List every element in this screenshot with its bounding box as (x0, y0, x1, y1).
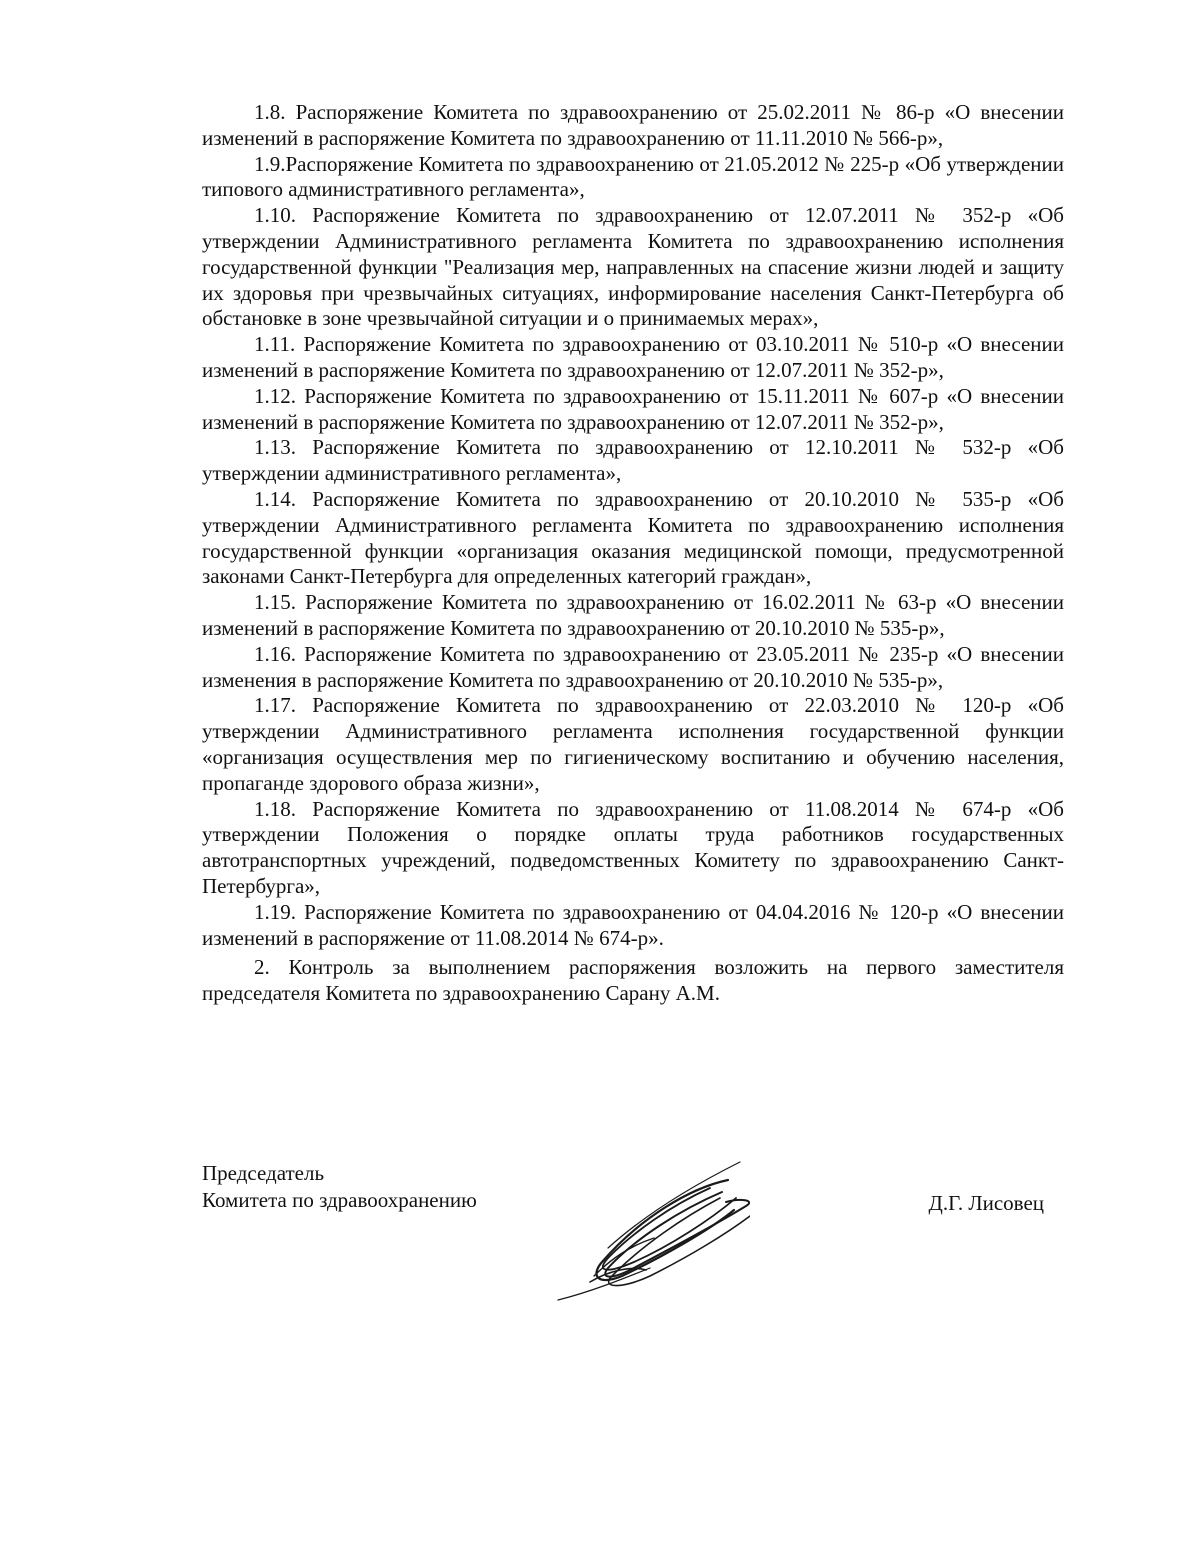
signatory-title (202, 1160, 477, 1214)
document-body (202, 100, 1064, 1007)
list-item-1-17: 1.17. Распоряжение Комитета по здравоохранению от 22.03.2010 № 120-р «Об утверждении Административного регламента исполнения государственной функции «организация осуществления мер по гигиеническому воспитанию и обучению населения, пропаганде здорового образа жизни», (202, 693, 1064, 795)
signatory-title-line-2: Комитета по здравоохранению (202, 1188, 477, 1212)
list-item-1-16: 1.16. Распоряжение Комитета по здравоохранению от 23.05.2011 № 235-р «О внесении изменения в распоряжение Комитета по здравоохранению от 20.10.2010 № 535-р», (202, 641, 1064, 692)
control-clause: 2. Контроль за выполнением распоряжения возложить на первого заместителя председателя Комитета по здравоохранению Сарану А.М. (202, 955, 1064, 1006)
list-item-1-8: 1.8. Распоряжение Комитета по здравоохранению от 25.02.2011 № 86-р «О внесении изменений в распоряжение Комитета по здравоохранению от 11.11.2010 № 566-р», (202, 100, 1064, 150)
signatory-title-line-1: Председатель (202, 1161, 325, 1185)
signatory-name: Д.Г. Лисовец (928, 1191, 1044, 1215)
list-item-1-19: 1.19. Распоряжение Комитета по здравоохранению от 04.04.2016 № 120-р «О внесении изменений в распоряжение от 11.08.2014 № 674-р». (202, 899, 1064, 950)
list-item-1-14: 1.14. Распоряжение Комитета по здравоохранению от 20.10.2010 № 535-р «Об утверждении Административного регламента Комитета по здравоохранению исполнения государственной функции «организация оказания медицинской помощи, предусмотренной законами Санкт-Петербурга для определенных категорий граждан», (202, 486, 1064, 589)
list-item-1-18: 1.18. Распоряжение Комитета по здравоохранению от 11.08.2014 № 674-р «Об утверждении Положения о порядке оплаты труда работников государственных автотранспортных учреждений, подведомственных Комитету по здравоохранению Санкт-Петербурга», (202, 796, 1064, 898)
list-item-1-12: 1.12. Распоряжение Комитета по здравоохранению от 15.11.2011 № 607-р «О внесении изменений в распоряжение Комитета по здравоохранению от 12.07.2011 № 352-р», (202, 383, 1064, 434)
list-item-1-13: 1.13. Распоряжение Комитета по здравоохранению от 12.10.2011 № 532-р «Об утверждении административного регламента», (202, 435, 1064, 486)
list-item-1-10: 1.10. Распоряжение Комитета по здравоохранению от 12.07.2011 № 352-р «Об утверждении Административного регламента Комитета по здравоохранению исполнения государственной функции "Реализация мер, направленных на спасение жизни людей и защиту их здоровья при чрезвычайных ситуациях, информирование населения Санкт-Петербурга об обстановке в зоне чрезвычайной ситуации и о принимаемых мерах», (202, 203, 1064, 331)
handwritten-signature (550, 1158, 750, 1304)
list-item-1-11: 1.11. Распоряжение Комитета по здравоохранению от 03.10.2011 № 510-р «О внесении изменений в распоряжение Комитета по здравоохранению от 12.07.2011 № 352-р», (202, 332, 1064, 382)
list-item-1-9: 1.9.Распоряжение Комитета по здравоохранению от 21.05.2012 № 225-р «Об утверждении типового административного регламента», (202, 151, 1064, 202)
signature-stroke (558, 1268, 650, 1300)
list-item-1-15: 1.15. Распоряжение Комитета по здравоохранению от 16.02.2011 № 63-р «О внесении изменений в распоряжение Комитета по здравоохранению от 20.10.2010 № 535-р», (202, 590, 1064, 640)
